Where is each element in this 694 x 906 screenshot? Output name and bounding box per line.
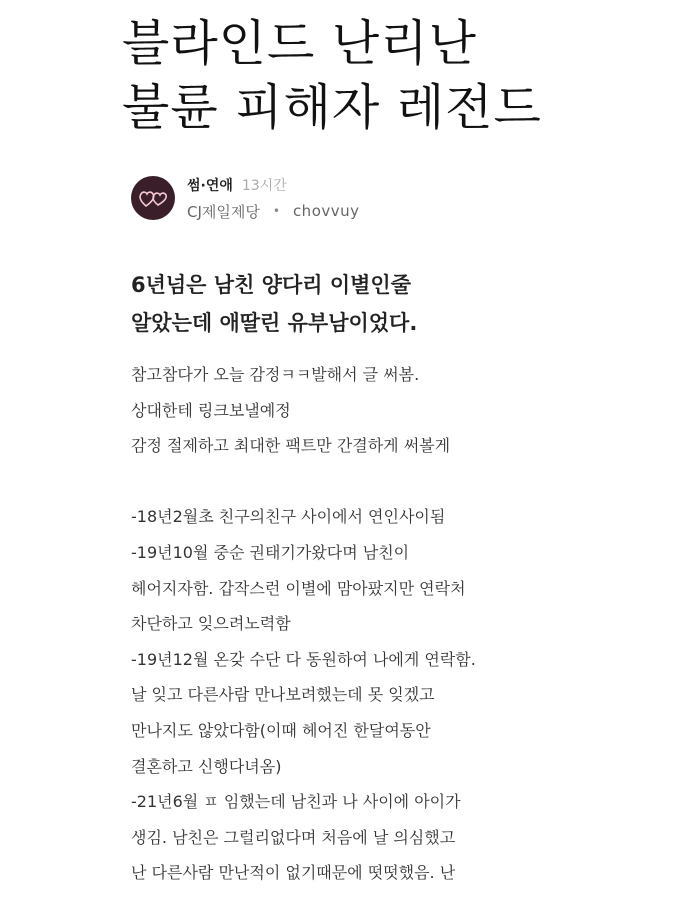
post-title	[131, 266, 671, 342]
post-title-line-2: 알았는데 애딸린 유부남이었다.	[131, 311, 418, 335]
meta-text	[187, 175, 360, 222]
body-line: -19년12월 온갖 수단 다 동원하여 나에게 연락함.	[131, 649, 476, 669]
body-line: 감정 절제하고 최대한 팩트만 간결하게 써볼게	[131, 436, 451, 456]
body-line: 날 잊고 다른사람 만나보려했는데 못 잊겠고	[131, 685, 435, 705]
meta-row-author	[187, 201, 360, 222]
hearts-icon	[138, 187, 168, 209]
body-line: 헤어지자함. 갑작스런 이별에 맘아팠지만 연락처	[131, 578, 466, 598]
post-title-line-1: 6년넘은 남친 양다리 이별인줄	[131, 273, 411, 297]
headline-line-1: 블라인드 난리난	[122, 15, 477, 72]
body-line: -18년2월초 친구의친구 사이에서 연인사이됨	[131, 507, 446, 527]
body-line: 생김. 남친은 그럴리없다며 처음에 날 의심했고	[131, 827, 456, 847]
body-line: 참고참다가 오늘 감정ㅋㅋ발해서 글 써봄.	[131, 365, 420, 384]
post-meta	[131, 170, 360, 226]
body-line: 만나지도 않았다함(이때 헤어진 한달여동안	[131, 720, 431, 740]
body-line: 결혼하고 신행다녀옴)	[131, 756, 282, 776]
company-name[interactable]: CJ제일제당	[187, 202, 260, 221]
body-line: 차단하고 잊으려노력함	[131, 614, 291, 634]
headline-line-2: 불륜 피해자 레전드	[122, 79, 542, 136]
body-line: -19년10월 중순 권태기가왔다며 남친이	[131, 542, 410, 562]
body-blank-line	[131, 464, 676, 500]
post-body	[131, 357, 676, 891]
body-line: 상대한테 링크보낼예정	[131, 400, 291, 420]
channel-name[interactable]: 썸·연애	[187, 177, 233, 194]
body-line: 난 다른사람 만난적이 없기때문에 떳떳했음. 난	[131, 863, 456, 883]
body-line: -21년6월 ㅍ 임했는데 남친과 나 사이에 아이가	[131, 792, 461, 812]
author-name[interactable]: chovvuy	[292, 202, 360, 220]
post-time: 13시간	[241, 177, 287, 194]
channel-avatar[interactable]	[131, 176, 175, 220]
headline	[122, 12, 682, 140]
meta-row-channel	[187, 175, 360, 195]
separator-dot: •	[272, 204, 280, 218]
